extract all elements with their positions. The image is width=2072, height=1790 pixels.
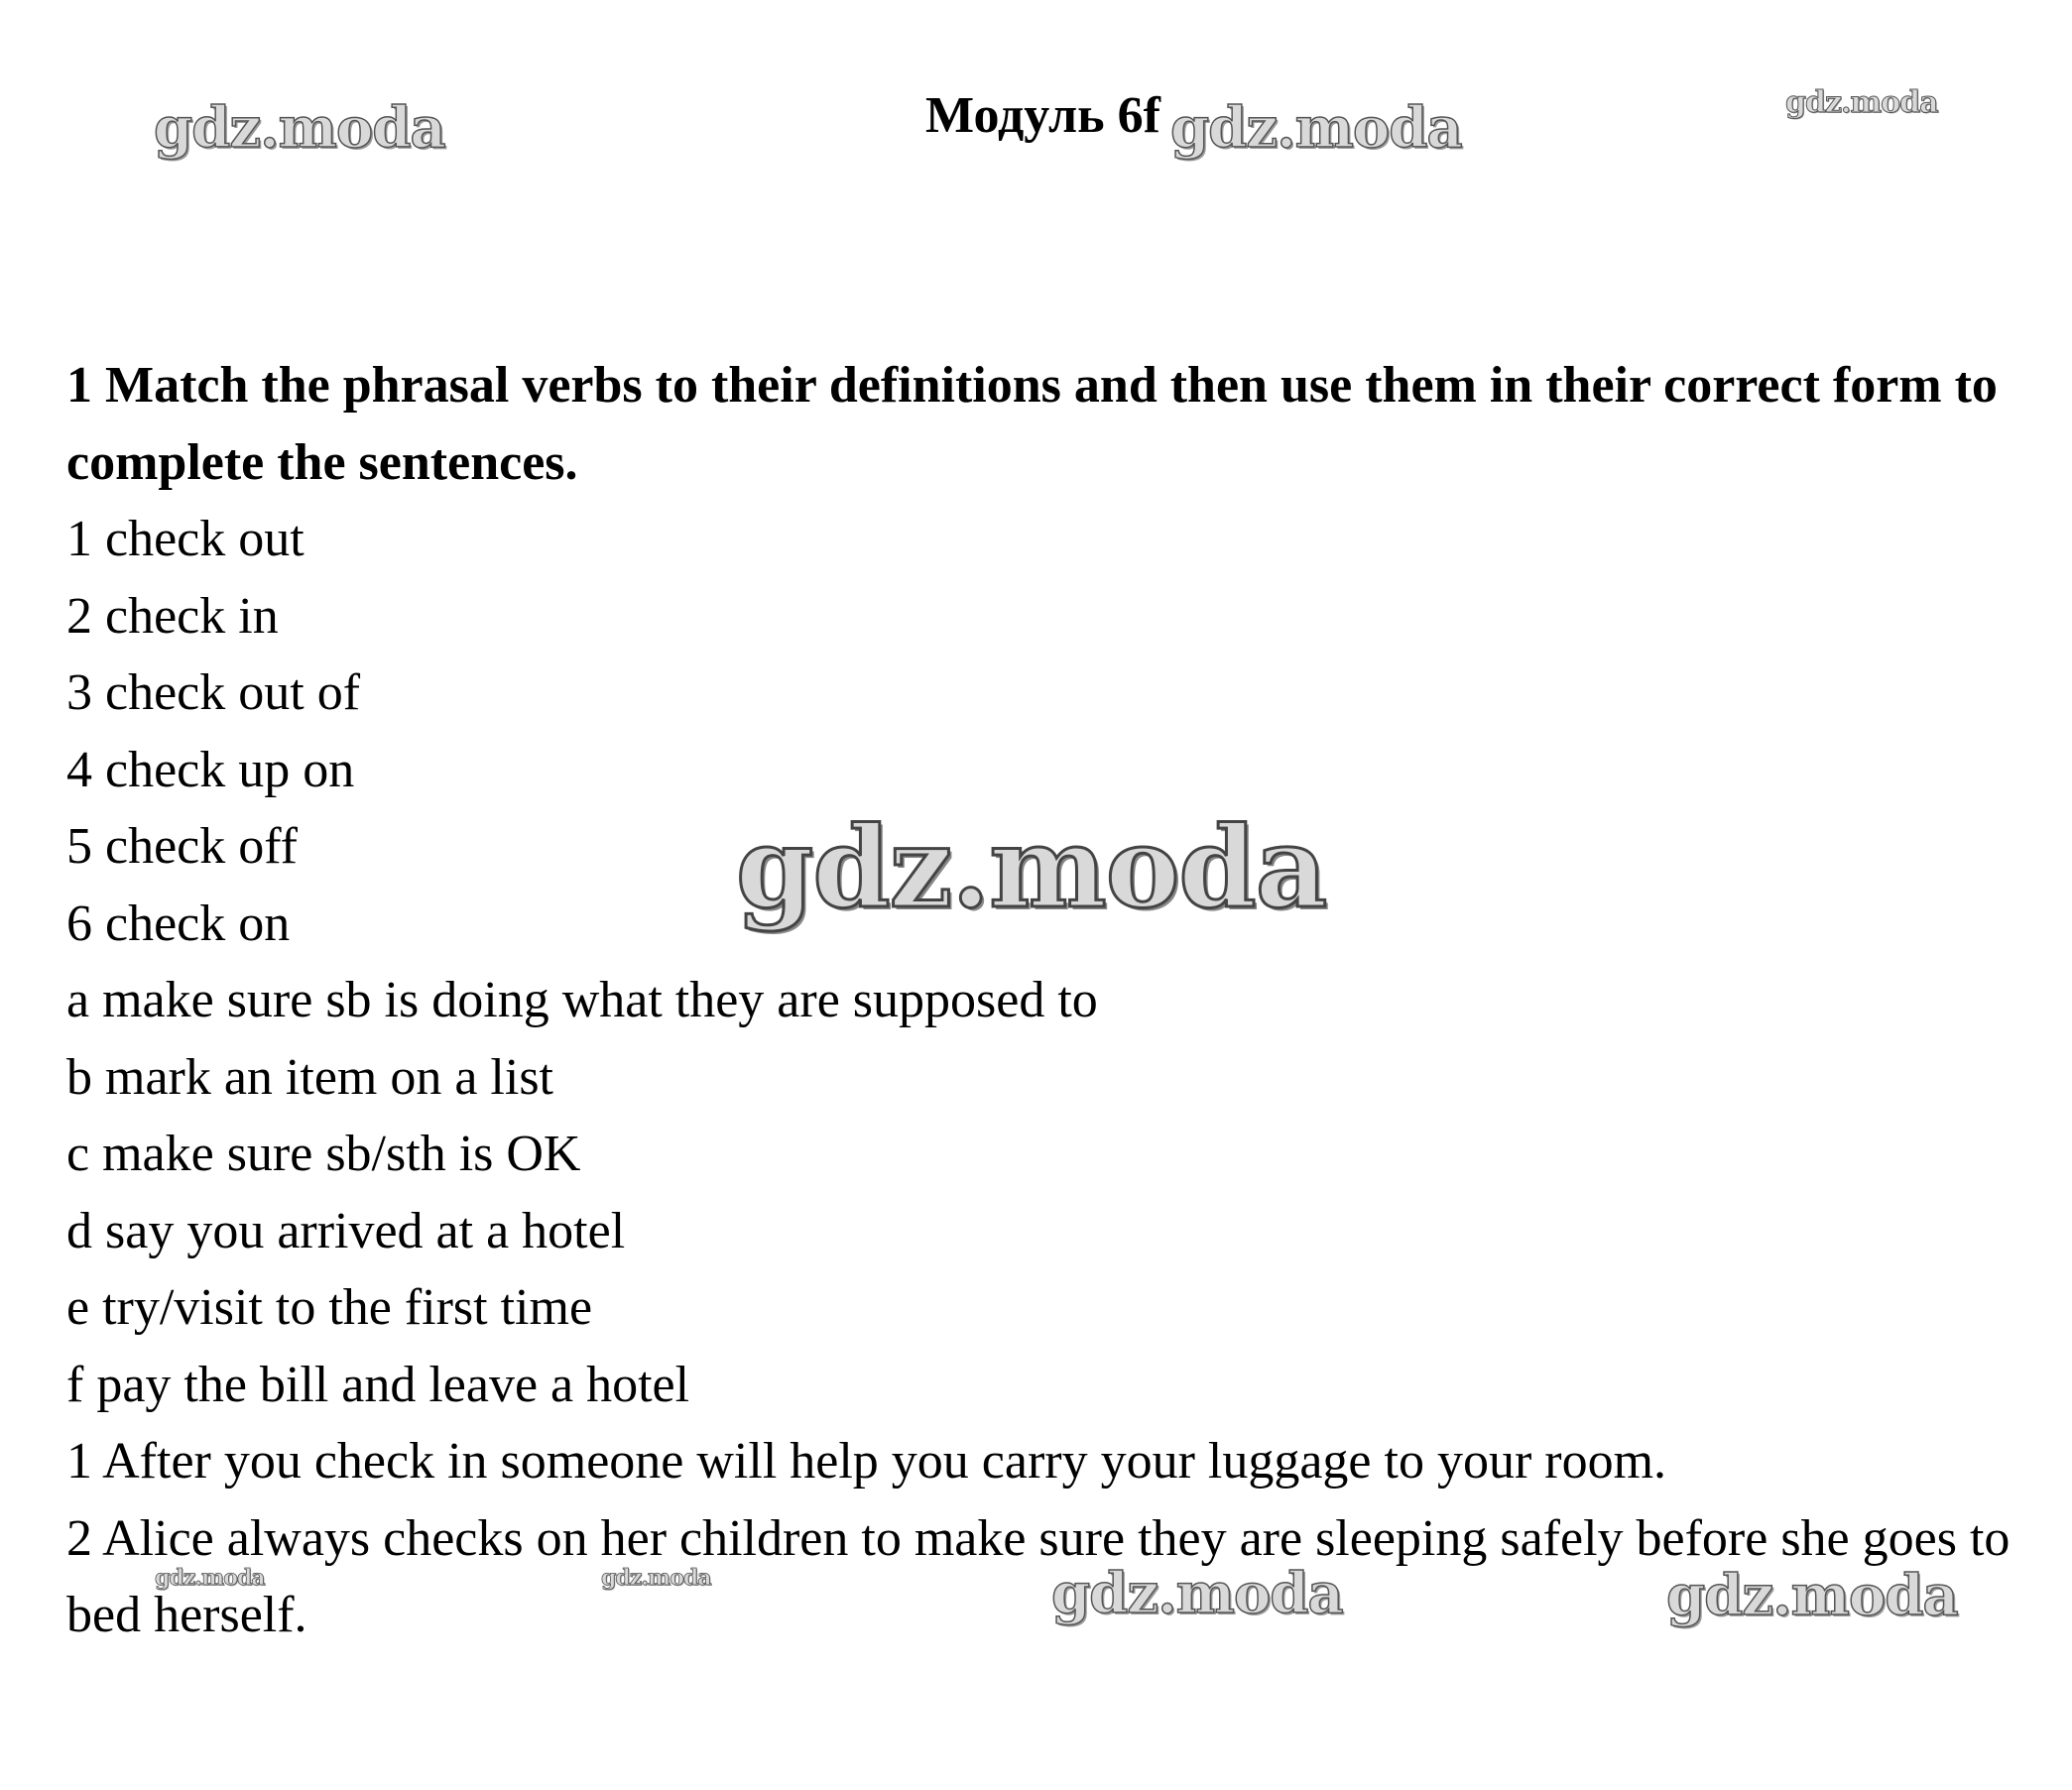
phrasal-verb-item: 3 check out of bbox=[66, 664, 361, 721]
phrasal-verb-list bbox=[66, 501, 2011, 962]
task-heading: 1 Match the phrasal verbs to their definitions and then use them in their correct form to complete the sentences. bbox=[66, 357, 1998, 491]
phrasal-verb-item: 1 check out bbox=[66, 511, 305, 567]
answer-sentence: 2 Alice always checks on her children to make sure they are sleeping safely before she goes to bed herself. bbox=[66, 1509, 2011, 1643]
definition-item: f pay the bill and leave a hotel bbox=[66, 1356, 690, 1413]
definition-item: b mark an item on a list bbox=[66, 1048, 554, 1106]
watermark-logo: gdz.moda bbox=[1051, 1561, 1343, 1626]
phrasal-verb-item: 2 check in bbox=[66, 587, 279, 645]
phrasal-verb-item: 4 check up on bbox=[66, 741, 355, 798]
definition-item: c make sure sb/sth is OK bbox=[66, 1126, 581, 1182]
answer-sentence: 1 After you check in someone will help you carry your luggage to your room. bbox=[66, 1433, 1667, 1490]
sentence-list bbox=[66, 1423, 2011, 1654]
watermark-logo: gdz.moda bbox=[155, 1565, 265, 1591]
definition-item: a make sure sb is doing what they are supposed to bbox=[66, 972, 1098, 1028]
watermark-logo: gdz.moda bbox=[154, 95, 445, 161]
definition-item: e try/visit to the first time bbox=[66, 1279, 593, 1336]
definition-list bbox=[66, 962, 2011, 1423]
watermark-logo: gdz.moda bbox=[1170, 95, 1462, 161]
phrasal-verb-item: 6 check on bbox=[66, 895, 291, 952]
definition-item: d say you arrived at a hotel bbox=[66, 1202, 626, 1259]
phrasal-verb-item: 5 check off bbox=[66, 818, 298, 875]
page-title: Модуль 6f bbox=[925, 86, 1160, 144]
watermark-logo: gdz.moda bbox=[601, 1565, 711, 1591]
watermark-logo: gdz.moda bbox=[1785, 85, 1938, 120]
exercise-content bbox=[66, 347, 2011, 1654]
watermark-logo: gdz.moda bbox=[1666, 1563, 1958, 1628]
watermark-logo: gdz.moda bbox=[736, 803, 1327, 933]
